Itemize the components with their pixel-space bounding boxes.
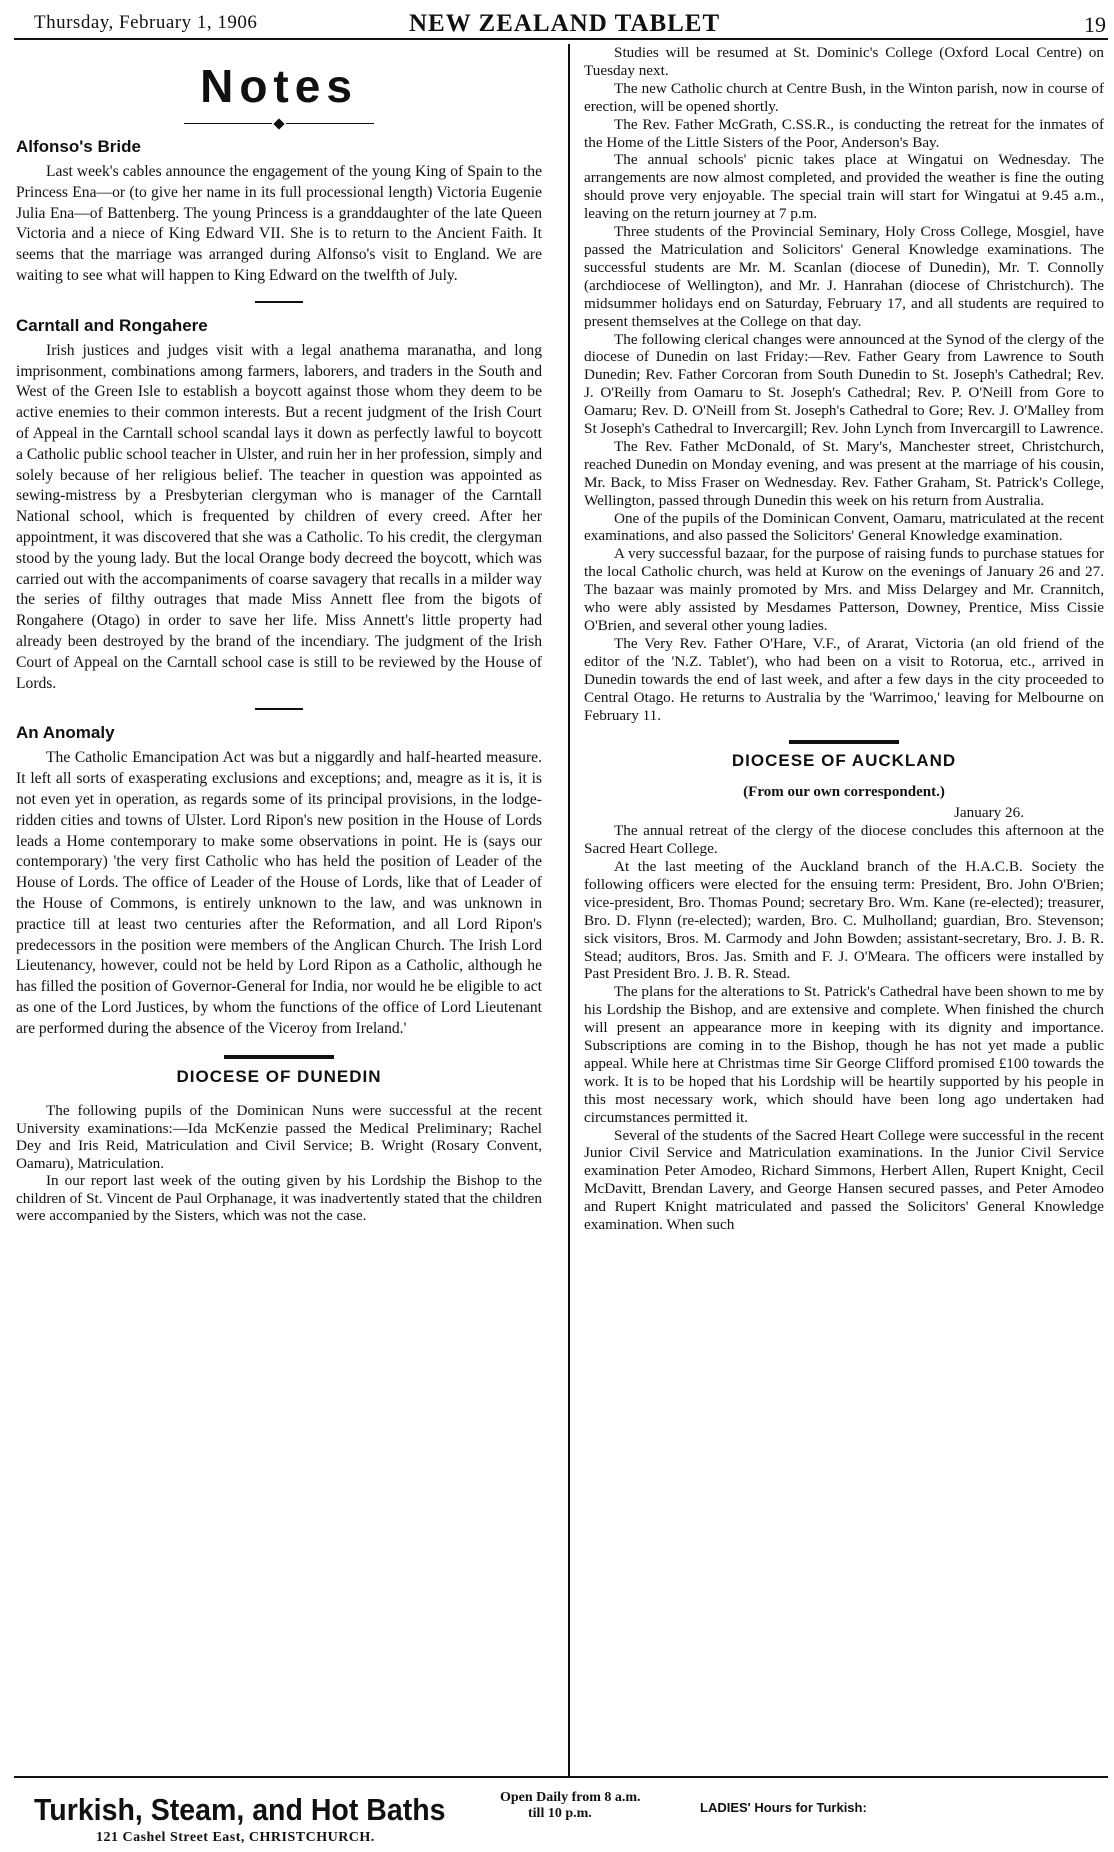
- page-header: [14, 8, 1108, 40]
- section-divider: [255, 708, 303, 710]
- notes-title: Notes: [200, 60, 358, 112]
- diocese-heading: DIOCESE OF AUCKLAND: [731, 751, 957, 771]
- section-heading: Alfonso's Bride: [16, 137, 141, 156]
- article-paragraph: The Rev. Father McDonald, of St. Mary's, Manchester street, Christchurch, reached Dunedin on Monday evening, and was present at the marriage of his cousin, Mr. Back, to Miss Fraser on Wednesday. Rev. Father Graham, St. Patrick's College, Wellington, passed through Dunedin this week on his return from Australia.: [584, 437, 1104, 509]
- article-paragraph: The Rev. Father McGrath, C.SS.R., is conducting the retreat for the inmates of the Home of the Little Sisters of the Poor, Anderson's Bay.: [584, 115, 1104, 151]
- diocese-heading: DIOCESE OF DUNEDIN: [176, 1067, 382, 1087]
- section-heading: Carntall and Rongahere: [16, 315, 208, 335]
- ad-address: 121 Cashel Street East, CHRISTCHURCH.: [96, 1830, 375, 1845]
- article-paragraph: The Very Rev. Father O'Hare, V.F., of Ararat, Victoria (an old friend of the editor of the 'N.Z. Tablet'), who had been on a visit to Rotorua, etc., arrived in Dunedin towards the end of last week, and after a few days in the city proceeded to Central Otago. He returns to Australia by the 'Warrimoo,' leaving for Melbourne on February 11.: [584, 634, 1104, 724]
- left-column: [16, 44, 542, 1225]
- article-paragraph: Studies will be resumed at St. Dominic's College (Oxford Local Centre) on Tuesday next.: [584, 44, 1104, 79]
- correspondent-line: (From our own correspondent.): [743, 784, 945, 801]
- article-paragraph: Several of the students of the Sacred Heart College were successful in the recent Junior Civil Service and Matriculation examinations. In the Junior Civil Service examination Peter Amodeo, Richard Simmons, Herbert Allen, Rupert Knight, Cecil McDavitt, Brendan Lavery, and George Hansen secured passes, and Peter Amodeo and Rupert Knight matriculated and passed the Solicitors' General Knowledge examination. When such: [584, 1126, 1104, 1234]
- section-divider: [255, 301, 303, 303]
- article-paragraph: In our report last week of the outing given by his Lordship the Bishop to the children of St. Vincent de Paul Orphanage, it was inadvertently stated that the children were accompanied by the Sisters, which was not the case.: [16, 1172, 542, 1225]
- article-paragraph: The annual schools' picnic takes place at Wingatui on Wednesday. The arrangements are now almost completed, and provided the weather is fine the outing should prove very enjoyable. The special train will start for Wingatui at 9.45 a.m., leaving on the return journey at 7 p.m.: [584, 151, 1104, 223]
- article-paragraph: One of the pupils of the Dominican Convent, Oamaru, matriculated at the recent examinations, and also passed the Solicitors' General Knowledge examination.: [584, 509, 1104, 545]
- title-ornament: [16, 114, 542, 130]
- article-paragraph: Three students of the Provincial Seminary, Holy Cross College, Mosgiel, have passed the Matriculation and Solicitors' General Knowledge examinations. The successful students are Mr. M. Scanlan (diocese of Dunedin), Mr. T. Connolly (archdiocese of Wellington), and Mr. J. Hanrahan (diocese of Christchurch). The midsummer holidays end on Saturday, February 17, and all students are required to present themselves at the College on that day.: [584, 223, 1104, 330]
- article-paragraph: Last week's cables announce the engagement of the young King of Spain to the Princess Ena—or (to give her name in its full processional length) Victoria Eugenie Julia Ena—of Battenberg. The young Princess is a granddaughter of the late Queen Victoria and a niece of King Edward VII. She is to return to the Ancient Faith. It seems that the marriage was arranged during Alfonso's visit to England. We are waiting to see what will happen to King Edward on the twelfth of July.: [16, 163, 542, 284]
- ad-ladies-hours: LADIES' Hours for Turkish:: [700, 1800, 867, 1815]
- article-paragraph: The plans for the alterations to St. Patrick's Cathedral have been shown to me by his Lordship the Bishop, and are extensive and complete. When finished the church will present an appearance more in keeping with its dignity and importance. Subscriptions are coming in to the Bishop, though he has not yet made a public appeal. While here at Christmas time Sir George Clifford promised £100 towards the work. It is to be hoped that his Lordship will be heartily supported by his people in this most necessary work, which should have been long ago undertaken had circumstances permitted it.: [584, 983, 1104, 1126]
- issue-date: Thursday, February 1, 1906: [34, 12, 258, 33]
- ad-open-line: Open Daily from 8 a.m.: [500, 1790, 641, 1805]
- article-paragraph: A very successful bazaar, for the purpose of raising funds to purchase statues for the local Catholic church, was held at Kurow on the evenings of January 26 and 27. The bazaar was mainly promoted by Mrs. and Miss Delargey and Mr. Crannitch, who were ably assisted by Mesdames Patterson, Downey, Prentice, Miss Cissie O'Brien, and several other young ladies.: [584, 545, 1104, 634]
- ad-opening-hours: [500, 1790, 641, 1822]
- article-paragraph: The Catholic Emancipation Act was but a niggardly and half-hearted measure. It left all sorts of exasperating exclusions and exceptions; and, meagre as it is, it is not even yet in operation, as regards some of its principal provisions, in the lodge-ridden cities and towns of Ulster. Lord Ripon's new position in the House of Lords leads a Home contemporary to make some observations in point. He is (says our contemporary) 'the very first Catholic who has held the position of Leader of the House of Lords. The office of Leader of the House of Lords, like that of Leader of the House of Commons, is entirely unknown to the law, and was unknown in practice till at least two centuries after the Reformation, and all Lord Ripon's predecessors in the position were members of the Anglican Church. The Irish Lord Lieutenancy, however, could not be held by Lord Ripon as a Catholic, although he has filled the position of Governor-General for India, nor would he be eligible to act as one of the Lord Justices, by whom the functions of the office of Lord Lieutenant are performed during the absence of the Viceroy from Ireland.': [16, 749, 542, 1037]
- section-divider: [789, 740, 899, 744]
- ad-business-name: Turkish, Steam, and Hot Baths: [34, 1792, 446, 1827]
- column-divider: [568, 44, 570, 1776]
- masthead-title: NEW ZEALAND TABLET: [409, 10, 721, 37]
- article-paragraph: The following clerical changes were announced at the Synod of the clergy of the diocese of Dunedin on last Friday:—Rev. Father Geary from Lawrence to South Dunedin; Rev. Father Corcoran from South Dunedin to St. Joseph's Cathedral; Rev. J. O'Reilly from Oamaru to St. Joseph's Cathedral; Rev. P. O'Neill from Gore to Oamaru; Rev. D. O'Neill from St. Joseph's Cathedral to Gore; Rev. J. O'Malley from St Joseph's Cathedral to Invercargill; Rev. John Lynch from Invercargill to Lawrence.: [584, 330, 1104, 438]
- article-paragraph: The following pupils of the Dominican Nuns were successful at the recent University examinations:—Ida McKenzie passed the Medical Preliminary; Rachel Dey and Iris Reid, Matriculation and Civil Service; B. Wright (Rosary Convent, Oamaru), Matriculation.: [16, 1102, 542, 1172]
- article-paragraph: The new Catholic church at Centre Bush, in the Winton parish, now in course of erection, will be opened shortly.: [584, 79, 1104, 115]
- article-paragraph: The annual retreat of the clergy of the diocese concludes this afternoon at the Sacred Heart College.: [584, 822, 1104, 858]
- page-number: 19: [1084, 12, 1106, 37]
- ad-open-line: till 10 p.m.: [528, 1806, 592, 1821]
- article-paragraph: Irish justices and judges visit with a legal anathema maranatha, and long imprisonment, combinations among farmers, laborers, and traders in the South and West of the Green Isle to establish a boycott against those whom they deem to be active enemies to their common interests. But a recent judgment of the Irish Court of Appeal in the Carntall school scandal lays it down as perfectly lawful to boycott a Catholic public school teacher in Ulster, and ruin her in her profession, simply and solely because of her religious belief. The teacher in question was appointed as sewing-mistress by a Presbyterian clergyman who is manager of the Carntall National school, which is frequented by children of every creed. After her appointment, it was discovered that she was a Catholic. To his credit, the clergyman stood by the young lady. But the local Orange body decreed the boycott, which was carried out with the accompaniments of coarse savagery that recalls in a milder way the series of filthy outrages that made Miss Annett flee from the bigots of Rongahere (Otago) in order to save her life. Miss Annett's little property had already been destroyed by the brand of the incendiary. The judgment of the Irish Court of Appeal on the Carntall school case is still to be reviewed by the House of Lords.: [16, 341, 542, 692]
- section-heading: An Anomaly: [16, 723, 115, 743]
- right-column: [584, 44, 1104, 1234]
- section-divider: [224, 1055, 334, 1059]
- article-paragraph: At the last meeting of the Auckland branch of the H.A.C.B. Society the following officers were elected for the ensuing term: President, Bro. John O'Brien; vice-president, Bro. Thomas Pound; secretary Bro. Wm. Kane (re-elected); treasurer, Bro. D. Flynn (re-elected); warden, Bro. C. Mulholland; guardian, Bro. Stevenson; sick visitors, Bros. M. Carmody and John Bowden; assistant-secretary, Bro. J. B. R. Stead; auditors, Bros. Jas. Smith and F. J. O'Meara. The officers were installed by Past President Bro. J. B. R. Stead.: [584, 857, 1104, 983]
- advertisement-footer: [14, 1776, 1108, 1852]
- dateline: January 26.: [953, 804, 1024, 822]
